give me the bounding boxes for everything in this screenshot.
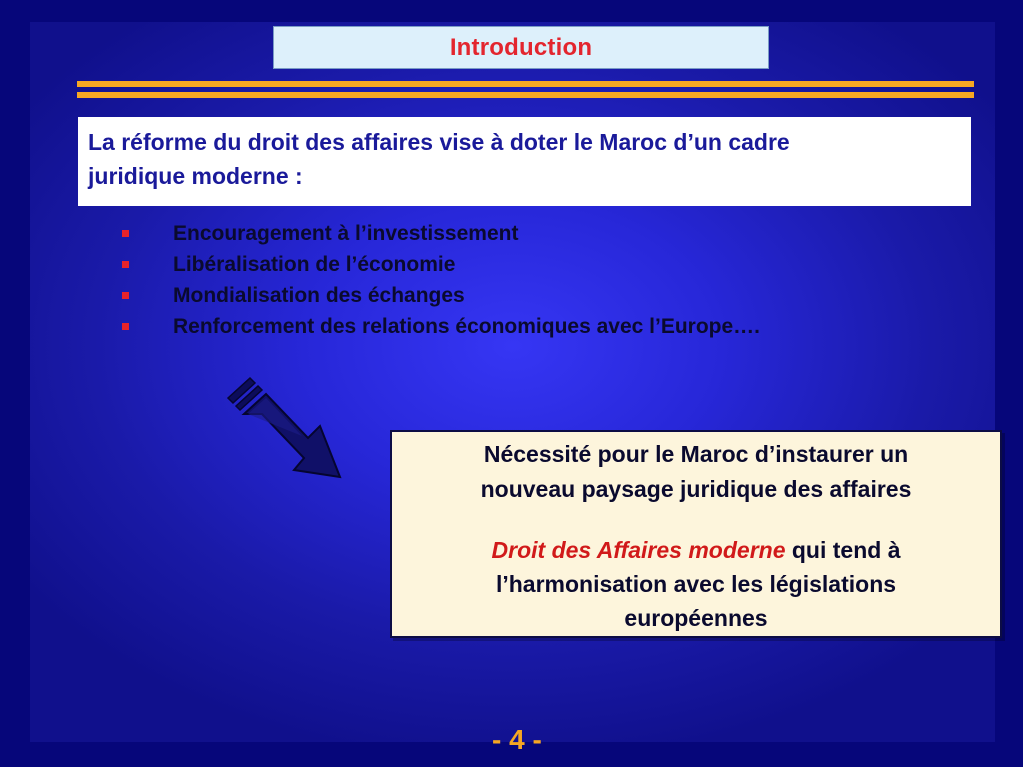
square-bullet-icon bbox=[122, 292, 129, 299]
conclusion-body bbox=[392, 533, 1000, 635]
intro-box bbox=[78, 117, 971, 206]
conclusion-heading bbox=[392, 437, 1000, 507]
title-box bbox=[273, 26, 769, 69]
arrow-down-right-icon bbox=[218, 372, 348, 482]
bullet-list bbox=[118, 218, 760, 342]
conclusion-emphasis: Droit des Affaires moderne bbox=[491, 537, 786, 563]
bullet-text: Mondialisation des échanges bbox=[173, 283, 465, 307]
conclusion-body-rest: qui tend à bbox=[785, 537, 901, 563]
bullet-text: Renforcement des relations économiques avec l’Europe…. bbox=[173, 314, 761, 338]
title-rule-top bbox=[77, 81, 974, 87]
intro-line-1: La réforme du droit des affaires vise à doter le Maroc d’un cadre bbox=[88, 129, 790, 155]
square-bullet-icon bbox=[122, 230, 129, 237]
bullet-item bbox=[118, 280, 760, 311]
bullet-item bbox=[118, 249, 760, 280]
conclusion-heading-line-2: nouveau paysage juridique des affaires bbox=[480, 476, 912, 502]
square-bullet-icon bbox=[122, 323, 129, 330]
slide-title: Introduction bbox=[449, 33, 593, 61]
bullet-text: Libéralisation de l’économie bbox=[173, 252, 456, 276]
intro-line-2: juridique moderne : bbox=[88, 163, 303, 189]
conclusion-body-line-1 bbox=[392, 533, 1000, 567]
intro-text bbox=[88, 125, 961, 193]
bullet-item bbox=[118, 311, 760, 342]
page-number: - 4 - bbox=[492, 724, 542, 755]
conclusion-box bbox=[390, 430, 1002, 638]
conclusion-heading-line-1: Nécessité pour le Maroc d’instaurer un bbox=[483, 441, 909, 467]
conclusion-body-line-3: européennes bbox=[624, 605, 768, 631]
bullet-text: Encouragement à l’investissement bbox=[173, 221, 519, 245]
title-rule-bottom bbox=[77, 92, 974, 98]
bullet-item bbox=[118, 218, 760, 249]
conclusion-body-line-2: l’harmonisation avec les législations bbox=[495, 571, 897, 597]
square-bullet-icon bbox=[122, 261, 129, 268]
